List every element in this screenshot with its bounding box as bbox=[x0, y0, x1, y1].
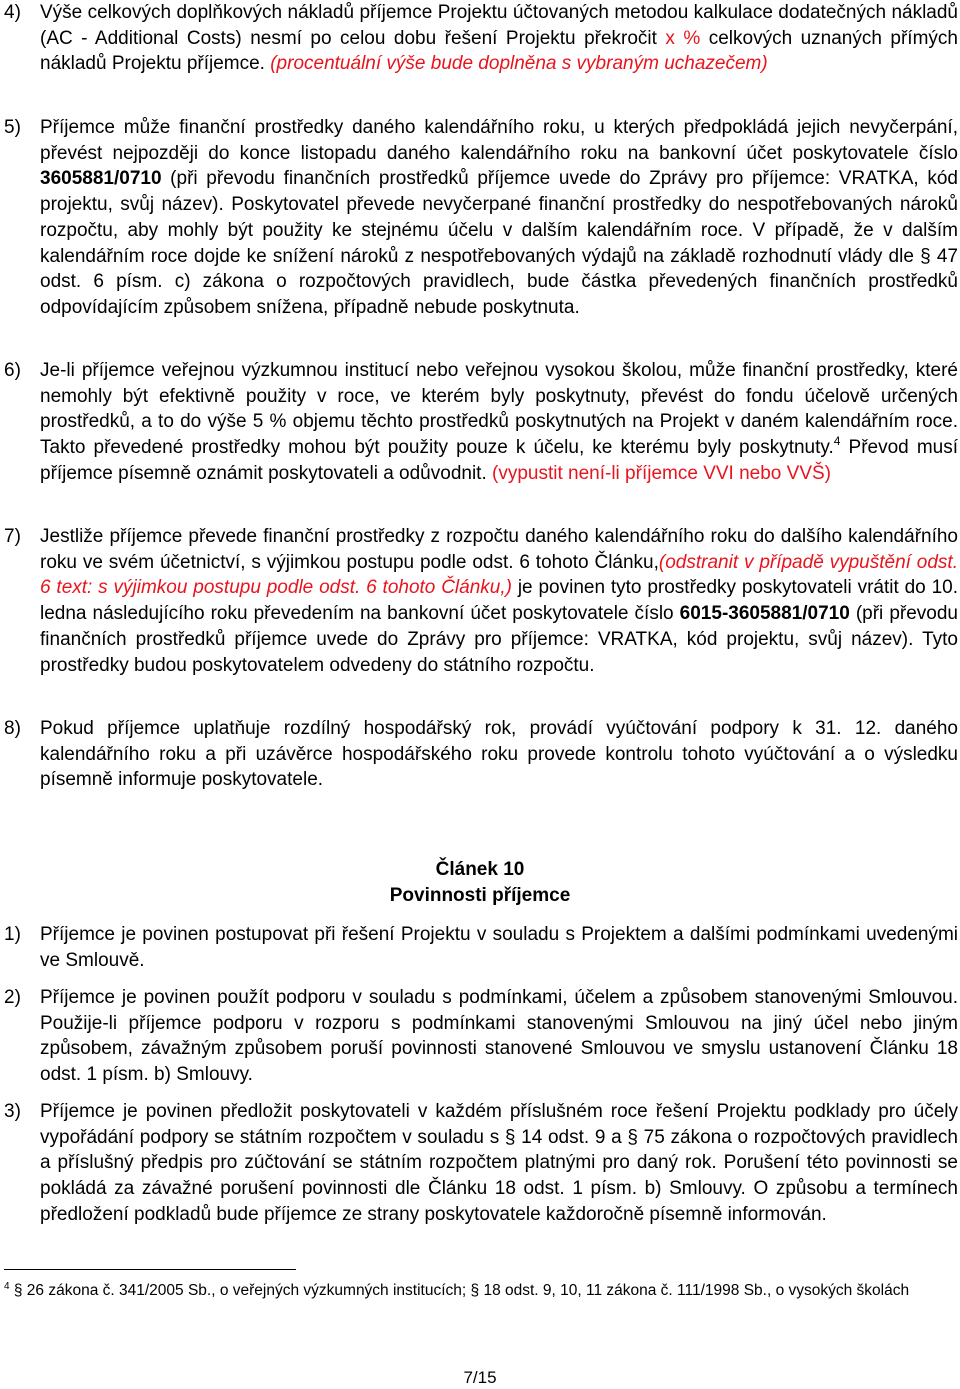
bank-account-number: 6015-3605881/0710 bbox=[679, 603, 850, 625]
item-number: 5) bbox=[4, 117, 21, 138]
item-body bbox=[40, 115, 958, 321]
item-text: (při převodu finančních prostředků příjemce uvede do Zprávy pro příjemce: VRATKA, kód projektu, svůj název). Poskytovatel převede nevyčerpané finanční prostředky do nespotřebovaných nároků rozpočtu, aby mohly být použity ke stejnému účelu v dalším kalendářním roce. V případě, že v dalším kalendářním roce dojde ke snížení nároků z nespotřebovaných výdajů na základě rozhodnutí vlády dle § 47 odst. 6 písm. c) zákona o rozpočtových pravidlech, bude částka převedených finančních prostředků odpovídajícím způsobem snížena, případně nebude poskytnuta. bbox=[40, 168, 958, 318]
item-number: 2) bbox=[4, 987, 21, 1008]
paragraph-item-8 bbox=[4, 716, 958, 793]
footnote-mark: 4 bbox=[4, 1281, 10, 1292]
footnote-reference[interactable]: 4 bbox=[833, 434, 841, 449]
item-text: Je-li příjemce veřejnou výzkumnou institucí nebo veřejnou vysokou školou, může finanční prostředky, které nemohly být efektivně použity v roce, ve kterém byly poskytnuty, převést do fondu účelově určených prostředků, a to do výše 5 % objemu těchto prostředků poskytnutých na Projekt v daném kalendářním roce. Takto převedené prostředky mohou být použity pouze k účelu, ke kterému byly poskytnuty. bbox=[40, 360, 958, 459]
item-text: Příjemce může finanční prostředky daného kalendářního roku, u kterých předpokládá jejich nevyčerpání, převést nejpozději do konce listopadu daného kalendářního roku na bankovní účet poskytovatele číslo bbox=[40, 117, 958, 164]
item-text: Převod musí příjemce písemně oznámit poskytovateli a odůvodnit. bbox=[40, 437, 959, 484]
item-text: Výše celkových doplňkových nákladů příjemce Projektu účtovaných metodou kalkulace dodatečných nákladů (AC - Additional Costs) nesmí po celou dobu řešení Projektu překročit bbox=[40, 2, 958, 49]
item-text: celkových uznaných přímých nákladů Projektu příjemce. bbox=[40, 27, 958, 75]
footnote bbox=[4, 1276, 944, 1302]
item-body bbox=[40, 524, 958, 678]
footnote-separator bbox=[4, 1269, 296, 1270]
item-text: (při převodu finančních prostředků příjemce uvede do Zprávy pro příjemce: VRATKA, kód projektu, svůj název). Tyto prostředky budou poskytovatelem odvedeny do státního rozpočtu. bbox=[40, 603, 958, 676]
article-item-3 bbox=[4, 1099, 958, 1228]
footnote-section-sign: § bbox=[13, 1282, 23, 1299]
item-number: 8) bbox=[4, 718, 21, 739]
placeholder-percent: x % bbox=[665, 27, 701, 49]
editor-note: (procentuální výše bude doplněna s vybraným uchazečem) bbox=[270, 53, 768, 75]
editor-note: (vypustit není-li příjemce VVI nebo VVŠ) bbox=[492, 462, 831, 484]
item-number: 3) bbox=[4, 1101, 21, 1122]
item-text: je povinen tyto prostředky poskytovateli vrátit do 10. ledna následujícího roku převedením na bankovní účet poskytovatele číslo bbox=[40, 577, 958, 625]
article-title: Povinnosti příjemce bbox=[389, 885, 571, 906]
item-number: 4) bbox=[4, 2, 21, 23]
article-number: Článek 10 bbox=[435, 859, 525, 880]
article-item-1 bbox=[4, 922, 958, 973]
item-body: Příjemce je povinen předložit poskytovateli v každém příslušném roce řešení Projektu podklady pro účely vypořádání podpory se státním rozpočtem v souladu s § 14 odst. 9 a § 75 zákona o rozpočtových pravidlech a příslušný předpis pro zúčtování se státním rozpočtem platnými pro daný rok. Porušení této povinnosti se pokládá za závažné porušení povinnosti dle Článku 18 odst. 1 písm. b) Smlouvy. O způsobu a termínech předložení podkladů bude příjemce ze strany poskytovatele každoročně písemně informován. bbox=[40, 1101, 958, 1225]
paragraph-item-5 bbox=[4, 115, 958, 321]
page-number: 7/15 bbox=[463, 1368, 497, 1387]
footnote-text: 26 zákona č. 341/2005 Sb., o veřejných výzkumných institucích; § 18 odst. 9, 10, 11 zákona č. 111/1998 Sb., o vysokých školách bbox=[22, 1282, 910, 1299]
item-body bbox=[40, 358, 958, 487]
bank-account-number: 3605881/0710 bbox=[40, 168, 162, 190]
item-body: Příjemce je povinen použít podporu v souladu s podmínkami, účelem a způsobem stanovenými Smlouvou. Použije-li příjemce podporu v rozporu s podmínkami stanovenými Smlouvou na jiný účel nebo jiným způsobem, závažným způsobem poruší povinnosti stanovené Smlouvou ve smyslu ustanovení Článku 18 odst. 1 písm. b) Smlouvy. bbox=[40, 987, 958, 1086]
item-number: 1) bbox=[4, 924, 21, 945]
item-number: 7) bbox=[4, 526, 21, 547]
item-number: 6) bbox=[4, 360, 21, 381]
article-item-2 bbox=[4, 985, 958, 1088]
item-body: Pokud příjemce uplatňuje rozdílný hospodářský rok, provádí vyúčtování podpory k 31. 12. daného kalendářního roku a při uzávěrce hospodářského roku provede kontrolu tohoto vyúčtování a o výsledku písemně informuje poskytovatele. bbox=[40, 718, 958, 791]
paragraph-item-7 bbox=[4, 524, 958, 678]
item-body: Příjemce je povinen postupovat při řešení Projektu v souladu s Projektem a dalšími podmínkami uvedenými ve Smlouvě. bbox=[40, 924, 958, 971]
paragraph-item-6 bbox=[4, 358, 958, 487]
item-body bbox=[40, 0, 958, 77]
paragraph-item-4 bbox=[4, 0, 958, 77]
editor-note: (odstranit v případě vypuštění odst. 6 text: s výjimkou postupu podle odst. 6 tohoto Článku,) bbox=[40, 551, 958, 599]
item-text: Jestliže příjemce převede finanční prostředky z rozpočtu daného kalendářního roku do dalšího kalendářního roku ve svém účetnictví, s výjimkou postupu podle odst. 6 tohoto Článku, bbox=[40, 526, 958, 573]
